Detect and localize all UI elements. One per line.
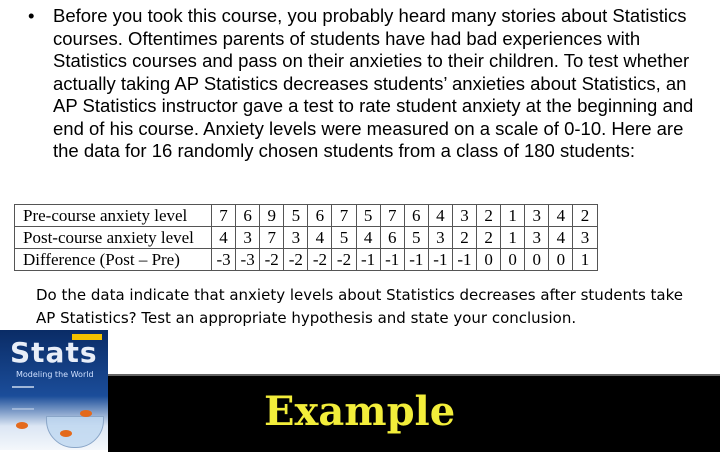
table-cell: 0 — [549, 249, 573, 271]
anxiety-data-table — [14, 204, 598, 271]
table-cell: 5 — [332, 227, 356, 249]
table-cell: 3 — [452, 205, 476, 227]
table-cell: 5 — [404, 227, 428, 249]
table-row — [15, 249, 598, 271]
intro-text: Before you took this course, you probably heard many stories about Statistics courses. Oftentimes parents of students have had bad experiences with Statistics courses and pass on their anxieties to their children. To test whether actually taking AP Statistics decreases students’ anxieties about Statistics, an AP Statistics instructor gave a test to rate student anxiety at the beginning and end of his course. Anxiety levels were measured on a scale of 0-10. Here are the data for 16 randomly chosen students from a class of 180 students: — [53, 5, 694, 161]
bullet-marker: • — [28, 5, 35, 26]
table-cell: -1 — [452, 249, 476, 271]
table-cell: -3 — [236, 249, 260, 271]
table-cell: 2 — [452, 227, 476, 249]
table-row — [15, 205, 598, 227]
table-cell: -2 — [260, 249, 284, 271]
intro-paragraph — [28, 5, 708, 163]
table-cell: 4 — [356, 227, 380, 249]
table-cell: -1 — [404, 249, 428, 271]
table-cell: 3 — [428, 227, 452, 249]
table-cell: 4 — [428, 205, 452, 227]
book-title: Stats — [10, 336, 98, 369]
table-cell: 3 — [525, 227, 549, 249]
table-cell: -1 — [428, 249, 452, 271]
table-cell: -2 — [332, 249, 356, 271]
table-cell: 6 — [404, 205, 428, 227]
table-cell: 7 — [212, 205, 236, 227]
table-cell: 2 — [573, 205, 597, 227]
table-cell: 0 — [525, 249, 549, 271]
table-cell: 1 — [573, 249, 597, 271]
table-cell: 1 — [501, 227, 525, 249]
row-label: Post-course anxiety level — [15, 227, 212, 249]
table-cell: -3 — [212, 249, 236, 271]
table-cell: 3 — [284, 227, 308, 249]
table-cell: 1 — [501, 205, 525, 227]
banner-text: Example — [264, 388, 456, 435]
table-cell: -2 — [308, 249, 332, 271]
table-cell: 2 — [477, 227, 501, 249]
book-authors-graphic — [12, 386, 34, 410]
table-cell: 7 — [260, 227, 284, 249]
table-cell: 6 — [380, 227, 404, 249]
example-banner — [108, 374, 720, 452]
table-cell: -1 — [356, 249, 380, 271]
table-cell: 4 — [212, 227, 236, 249]
fishbowl-graphic — [46, 416, 104, 448]
table-cell: 9 — [260, 205, 284, 227]
textbook-cover-image — [0, 330, 108, 450]
table-cell: 3 — [525, 205, 549, 227]
table-cell: 7 — [380, 205, 404, 227]
table-cell: 7 — [332, 205, 356, 227]
table-cell: 0 — [501, 249, 525, 271]
table-cell: 4 — [308, 227, 332, 249]
table-cell: 6 — [308, 205, 332, 227]
book-subtitle: Modeling the World — [16, 370, 94, 379]
table-cell: -2 — [284, 249, 308, 271]
table-cell: 5 — [356, 205, 380, 227]
table-cell: 0 — [477, 249, 501, 271]
row-label: Difference (Post – Pre) — [15, 249, 212, 271]
table-cell: 4 — [549, 227, 573, 249]
table-cell: 6 — [236, 205, 260, 227]
fish-graphic — [60, 430, 72, 437]
table-cell: 3 — [236, 227, 260, 249]
fish-graphic — [80, 410, 92, 417]
table-cell: 5 — [284, 205, 308, 227]
table-cell: 4 — [549, 205, 573, 227]
fish-graphic — [16, 422, 28, 429]
table-row — [15, 227, 598, 249]
table-cell: -1 — [380, 249, 404, 271]
row-label: Pre-course anxiety level — [15, 205, 212, 227]
question-text: Do the data indicate that anxiety levels about Statistics decreases after students take AP Statistics? Test an appropriate hypothesis and state your conclusion. — [36, 286, 683, 327]
table-cell: 3 — [573, 227, 597, 249]
table-cell: 2 — [477, 205, 501, 227]
